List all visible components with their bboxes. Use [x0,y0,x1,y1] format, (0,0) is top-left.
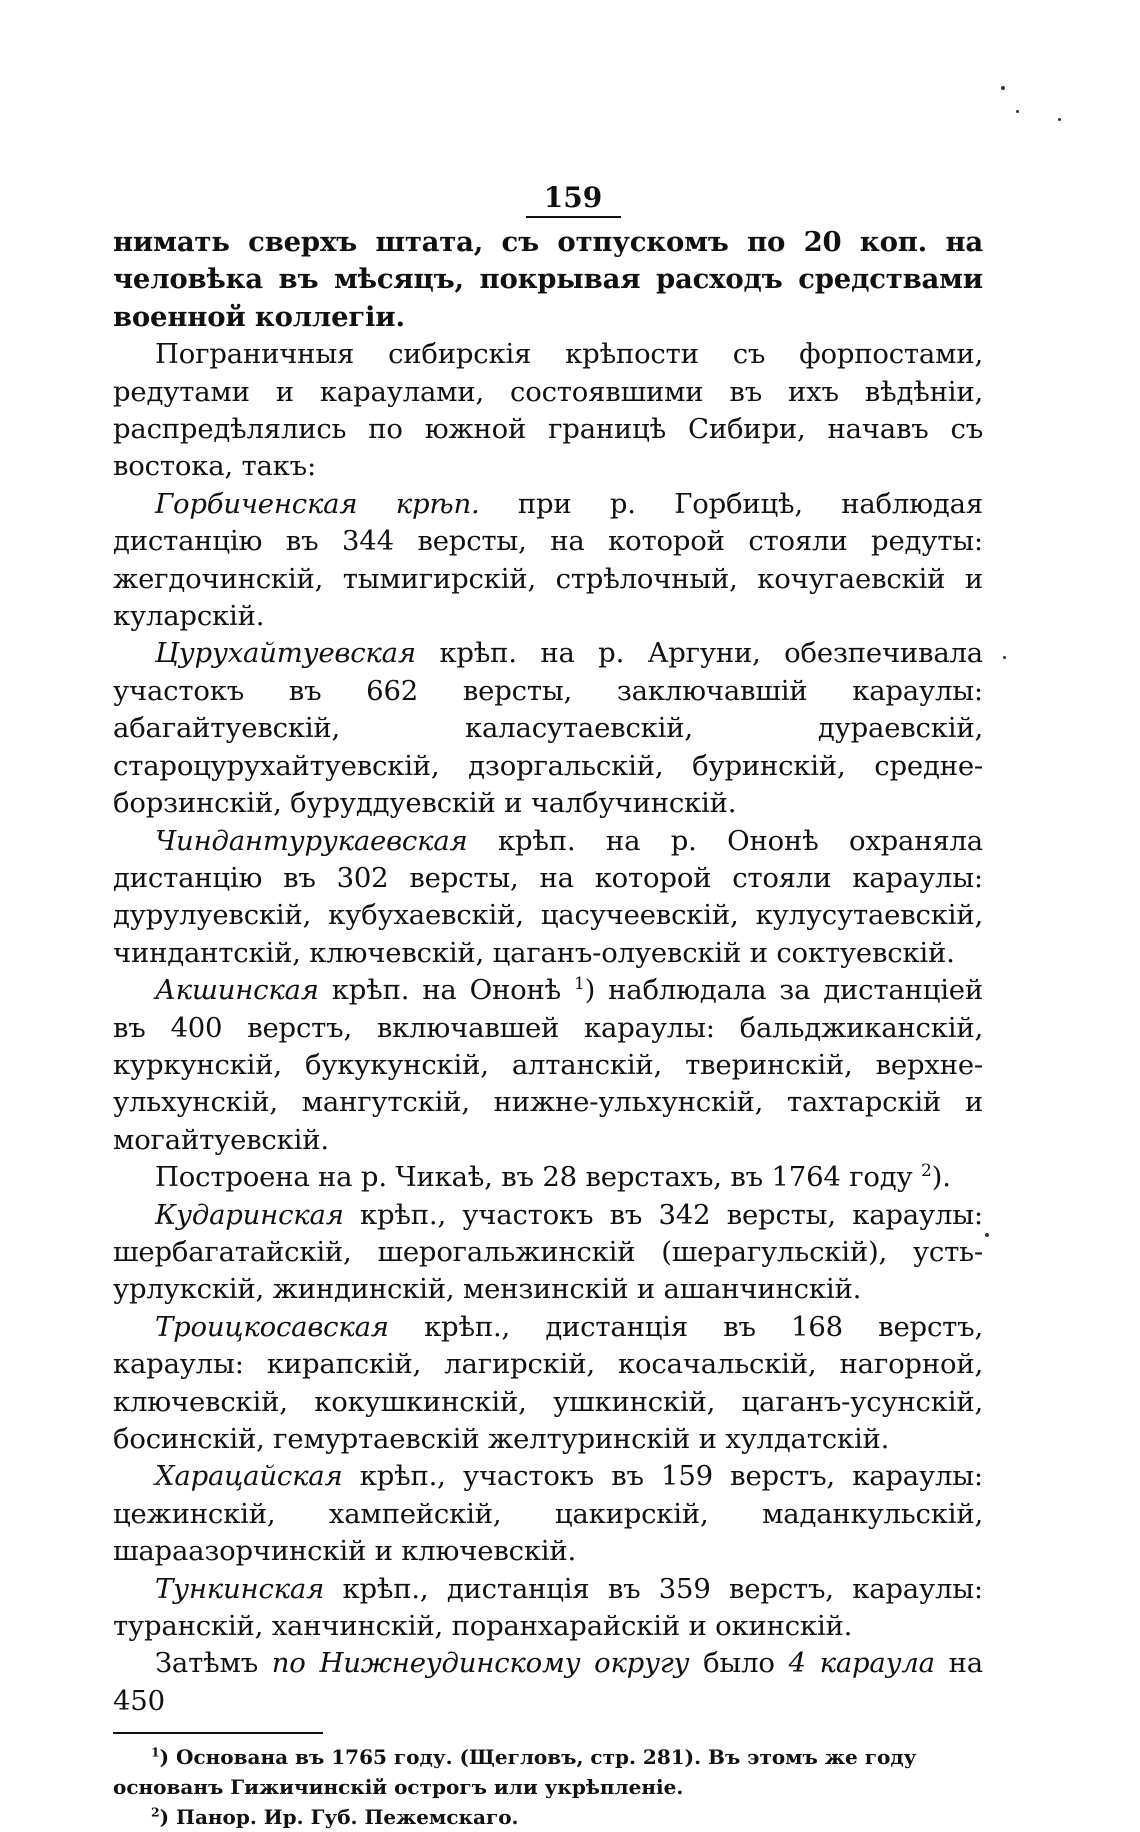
text-run: крѣп. на р. Ононѣ охраняла дистанцію въ 302 версты, на которой стояли караулы: дурулуевскій, кубухаевскій, цасучеевскій, кулусутаевскій, чиндантскій, ключевскій, цаганъ-олуевскій и соктуевскій. [113,824,983,969]
paragraph [113,635,983,822]
italic-text: Тункинская [155,1572,325,1605]
italic-text: 4 караула [788,1647,935,1680]
text-run: крѣп., дистанція въ 168 верстъ, караулы: кирапскій, лагирскій, косачальскій, нагорной, ключевскій, кокушкинскій, ушкинскій, цаганъ-усунскій, босинскій, гемуртаевскій желтуринскій и хулдатскій. [113,1310,983,1455]
paragraph [113,1309,983,1459]
text-run: ) наблюдала за дистанціей въ 400 верстъ, включавшей караулы: бальджиканскій, куркунскій, букукунскій, алтанскій, тверинскій, верхне-ульхунскій, мангутскій, нижне-ульхунскій, тахтарскій и могайтуевскій. [113,974,983,1156]
text-run: Построена на р. Чикаѣ, въ 28 верстахъ, въ 1764 году [155,1161,922,1194]
italic-text: по Нижнеудинскому округу [271,1647,690,1680]
text-run: крѣп., дистанція въ 359 верстъ, караулы: туранскій, ханчинскій, поранхарайскій и окинскій. [113,1572,983,1643]
text-run: было [689,1647,789,1680]
paragraph [113,224,983,336]
text-run: крѣп., участокъ въ 159 верстъ, караулы: цежинскій, хампейскій, цакирскій, маданкульскій, шараазорчинскій и ключевскій. [113,1460,983,1568]
footnote-separator [113,1732,323,1734]
paragraph [113,486,983,636]
footnote [113,1742,983,1802]
book-page [113,180,983,1832]
footnote-text: ) Панор. Ир. Губ. Пежемскаго. [159,1805,519,1830]
text-run: Пограничныя сибирскія крѣпости съ форпостами, редутами и караулами, состоявшими въ ихъ вѣдѣніи, распредѣлялись по южной границѣ Сибири, начавъ съ востока, такъ: [113,338,983,483]
paragraph [113,1458,983,1570]
paragraph [113,972,983,1159]
paragraph [113,823,983,973]
text-run: на 450 [113,1647,983,1717]
footnote [113,1802,983,1832]
footnote-text: ) Основана въ 1765 году. (Щегловъ, стр. 281). Въ этомъ же году основанъ Гижичинскій острогъ или укрѣпленіе. [113,1745,917,1800]
paragraph [113,1159,983,1196]
italic-text: Чиндантурукаевская [155,824,468,857]
text-run: Затѣмъ [155,1647,272,1680]
italic-text: Кударинская [155,1198,344,1231]
footnotes [113,1742,983,1832]
paragraph [113,1571,983,1646]
text-run: крѣп. на р. Аргуни, обезпечивала участокъ въ 662 версты, заключавшій караулы: абагайтуевскій, каласутаевскій, дураевскій, староцурухайтуевскій, дзоргальскій, буринскій, средне-борзинскій, буруддуевскій и чалбучинскій. [113,637,983,820]
text-run: ). [931,1161,951,1194]
footnote-marker: 2 [921,1161,932,1181]
page-number-rule [526,216,621,218]
page-number: 159 [543,181,603,214]
footnote-number: 1 [151,1744,160,1760]
paragraph [113,1197,983,1309]
scan-speck [1001,86,1005,90]
italic-text: Харацайская [155,1460,343,1493]
text-run: нимать сверхъ штата, съ отпускомъ по 20 коп. на человѣка въ мѣсяцъ, покрывая расходъ средствами военной коллегіи. [113,226,983,333]
scan-speck [1016,110,1019,113]
text-run: крѣп. на Ононѣ [318,974,574,1007]
italic-text: Цурухайтуевская [155,637,416,670]
italic-text: Троицкосавская [155,1310,389,1343]
paragraph [113,1645,983,1720]
italic-text: Акшинская [155,974,319,1007]
text-run: при р. Горбицѣ, наблюдая дистанцію въ 344 версты, на которой стояли редуты: жегдочинскій, тымигирскій, стрѣлочный, кочугаевскій и куларскій. [113,487,984,633]
footnote-number: 2 [151,1804,160,1820]
body-text [113,224,983,1720]
text-run: крѣп., участокъ въ 342 версты, караулы: шербагатайскій, шерогальжинскій (шерагульскій), усть-урлукскій, жиндинскій, мензинскій и ашанчинскій. [113,1198,983,1306]
footnote-marker: 1 [573,973,585,994]
italic-text: Горбиченская крѣп. [155,487,480,520]
scan-speck [985,1233,989,1237]
paragraph [113,336,983,486]
scan-speck [1058,118,1061,121]
scan-speck [1003,656,1006,659]
